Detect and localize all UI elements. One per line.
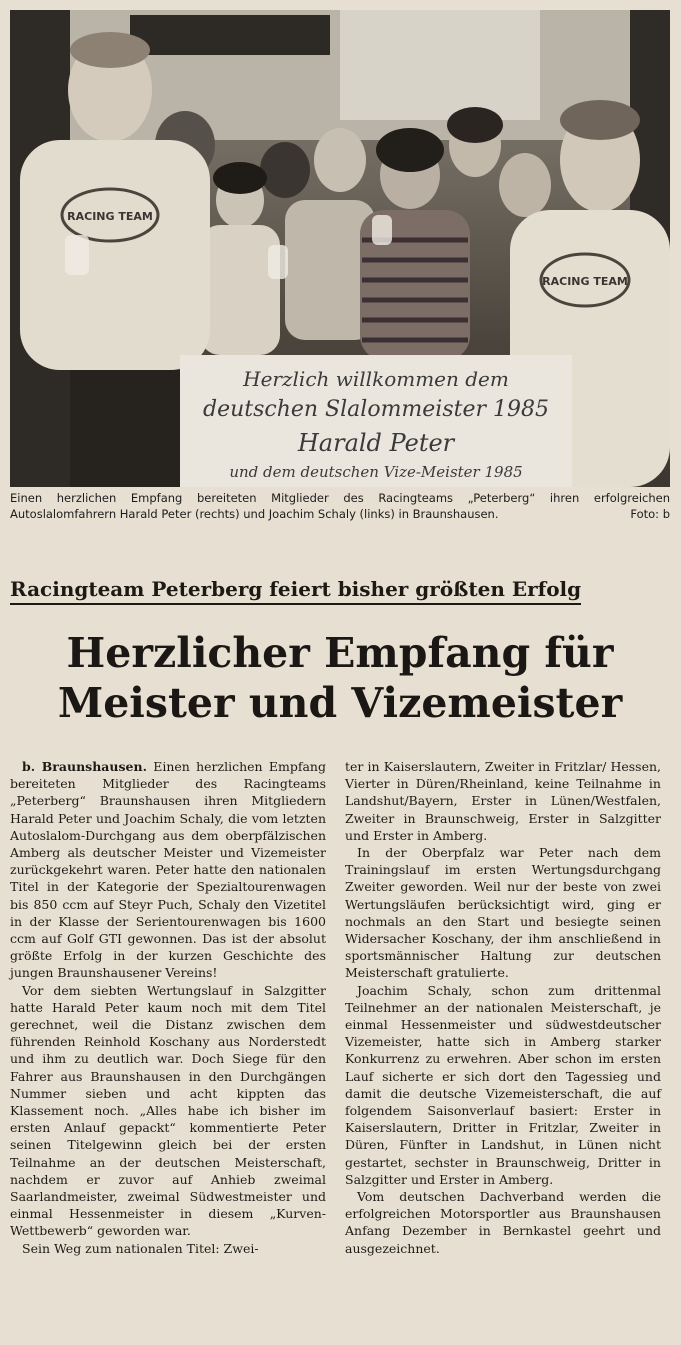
- paragraph: ter in Kaiserslautern, Zweiter in Fritzlar/ Hessen, Vierter in Düren/Rheinland, keine Teilnahme in Landshut/Bayern, Erster in Lünen/Westfalen, Zweiter in Braunschweig, Erster in Salzgitter und Erster in Amberg.: [345, 759, 661, 843]
- banner-line-4: und dem deutschen Vize-Meister 1985: [229, 463, 523, 481]
- paragraph: Joachim Schaly, schon zum drittenmal Teilnehmer an der nationalen Meisterschaft, je einmal Hessenmeister und südwestdeutscher Vizemeister, hatte sich in Amberg starker Konkurrenz zu erwehren. Aber schon im ersten Lauf sicherte er sich dort den Tagessieg und damit die deutsche Vizemeisterschaft, die auf folgendem Saisonverlauf basiert: Erster in Kaiserslautern, Dritter in Fritzlar, Zweiter in Düren, Fünfter in Landshut, in Lünen nicht gestartet, sechster in Braunschweig, Dritter in Salzgitter und Erster in Amberg.: [345, 982, 661, 1187]
- banner-line-3: Harald Peter: [297, 429, 455, 457]
- photo-caption: [10, 490, 670, 522]
- headline-line-2: Meister und Vizemeister: [57, 679, 623, 727]
- headline-line-1: Herzlicher Empfang für: [66, 629, 614, 677]
- shirt-text-right: RACING TEAM: [542, 275, 628, 288]
- news-photo: [10, 10, 670, 487]
- paragraph: Sein Weg zum nationalen Titel: Zwei-: [22, 1240, 259, 1256]
- article-column-2: [345, 758, 661, 1257]
- paragraph: Vor dem siebten Wertungslauf in Salzgitter hatte Harald Peter kaum noch mit dem Titel gerechnet, weil die Distanz zwischen dem führenden Reinhold Koschany aus Norderstedt und ihm zu deutlich war. Doch Siege für den Fahrer aus Braunshausen in den Durchgängen Nummer sieben und acht kippten das Klassement noch. „Alles habe ich bisher im ersten Anlauf gepackt“ kommentierte Peter seinen Titelgewinn gleich bei der ersten Teilnahme an der deutschen Meisterschaft, nachdem er zuvor auf Anhieb zweimal Saarlandmeister, zweimal Südwestmeister und einmal Hessenmeister in diesem „Kurven-Wettbewerb“ geworden war.: [10, 982, 326, 1239]
- banner-line-1: Herzlich willkommen dem: [243, 367, 509, 391]
- article-column-1: [10, 758, 326, 1257]
- banner-line-2: deutschen Slalommeister 1985: [202, 397, 549, 422]
- paragraph: [10, 758, 326, 982]
- dateline: b. Braunshausen.: [22, 759, 147, 774]
- shirt-text-left: RACING TEAM: [67, 210, 153, 223]
- article-kicker: Racingteam Peterberg feiert bisher größten Erfolg: [10, 577, 581, 605]
- welcome-banner: [180, 355, 572, 487]
- caption-text: Einen herzlichen Empfang bereiteten Mitglieder des Racingteams „Peterberg“ ihren erfolgreichen Autoslalomfahrern Harald Peter (rechts) und Joachim Schaly (links) in Braunshausen.: [10, 491, 670, 521]
- paragraph: Vom deutschen Dachverband werden die erfolgreichen Motorsportler aus Braunshausen Anfang Dezember in Bernkastel geehrt und ausgezeichnet.: [345, 1189, 661, 1256]
- photo-credit: Foto: b: [630, 507, 670, 521]
- paragraph-text: Einen herzlichen Empfang bereiteten Mitglieder des Racingteams „Peterberg“ Braunshausen ihren Mitgliedern Harald Peter und Joachim Schaly, die vom letzten Autoslalom-Durchgang aus dem oberpfälzischen Amberg als deutscher Meister und Vizemeister zurückgekehrt waren. Peter hatte den nationalen Titel in der Kategorie der Spezialtourenwagen bis 850 ccm auf Steyr Puch, Schaly den Vizetitel in der Klasse der Serientourenwagen bis 1600 ccm auf Golf GTI gewonnen. Das ist der absolut größte Erfolg in der kurzen Geschichte des jungen Braunshausener Vereins!: [10, 759, 326, 981]
- paragraph: In der Oberpfalz war Peter nach dem Trainingslauf im ersten Wertungsdurchgang Zweiter geworden. Weil nur der beste von zwei Wertungsläufen berücksichtigt wird, ging er nochmals an den Start und besiegte seinen Widersacher Koschany, der ihm anschließend in sportsmännischer Haltung zur deutschen Meisterschaft gratulierte.: [345, 845, 661, 981]
- article-headline: [10, 628, 670, 728]
